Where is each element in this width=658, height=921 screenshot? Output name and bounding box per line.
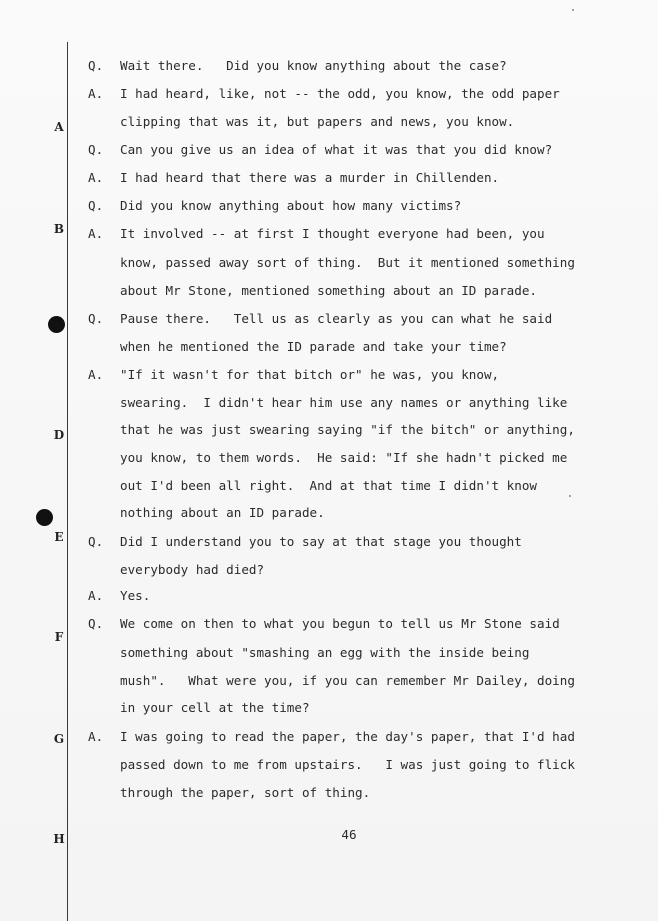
transcript-line (88, 448, 636, 468)
transcript-line (88, 140, 636, 160)
page-number: 46 (341, 827, 357, 842)
margin-rule (67, 42, 68, 921)
line-text: We come on then to what you begun to tell us Mr Stone said (120, 616, 560, 631)
speaker-label: A. (88, 729, 104, 744)
transcript-line (88, 614, 636, 634)
line-text: Pause there. Tell us as clearly as you can what he said (120, 311, 553, 326)
line-text: nothing about an ID parade. (120, 505, 325, 520)
speaker-label: A. (88, 86, 104, 101)
transcript-line (88, 560, 636, 580)
line-text: everybody had died? (120, 562, 265, 577)
transcript-line (88, 755, 636, 775)
speaker-label: Q. (88, 616, 104, 631)
speaker-label: A. (88, 226, 104, 241)
line-text: It involved -- at first I thought everyone had been, you (120, 226, 545, 241)
transcript-line (88, 224, 636, 244)
margin-letter: G (53, 732, 65, 746)
speaker-label: A. (88, 170, 104, 185)
line-text: mush". What were you, if you can remember Mr Dailey, doing (120, 673, 575, 688)
transcript-line (88, 671, 636, 691)
transcript-line (88, 698, 636, 718)
line-text: Can you give us an idea of what it was that you did know? (120, 142, 553, 157)
transcript-line (88, 586, 636, 606)
margin-letter: A (54, 120, 64, 134)
line-text: through the paper, sort of thing. (120, 785, 371, 800)
transcript-line (88, 783, 636, 803)
transcript-line (88, 56, 636, 76)
line-text: I had heard that there was a murder in Chillenden. (120, 170, 500, 185)
transcript-line (88, 112, 636, 132)
line-text: you know, to them words. He said: "If she hadn't picked me (120, 450, 568, 465)
transcript-line (88, 168, 636, 188)
line-text: out I'd been all right. And at that time I didn't know (120, 478, 538, 493)
line-text: about Mr Stone, mentioned something about an ID parade. (120, 283, 538, 298)
margin-letter: B (53, 222, 65, 236)
line-text: swearing. I didn't hear him use any names or anything like (120, 395, 568, 410)
punch-hole (36, 509, 53, 526)
transcript-line (88, 476, 636, 496)
margin-letter: E (54, 530, 64, 544)
line-text: something about "smashing an egg with the inside being (120, 645, 530, 660)
line-text: Did I understand you to say at that stage you thought (120, 534, 522, 549)
transcript-line (88, 337, 636, 357)
line-text: passed down to me from upstairs. I was just going to flick (120, 757, 575, 772)
margin-letter: F (54, 630, 64, 644)
transcript-line (88, 727, 636, 747)
transcript-line (88, 309, 636, 329)
margin-letter: H (53, 832, 65, 846)
line-text: Yes. (120, 588, 151, 603)
transcript-line (88, 365, 636, 385)
scan-speck (572, 9, 574, 11)
transcript-line (88, 532, 636, 552)
line-text: "If it wasn't for that bitch or" he was, you know, (120, 367, 500, 382)
line-text: know, passed away sort of thing. But it mentioned something (120, 255, 575, 270)
speaker-label: Q. (88, 58, 104, 73)
line-text: in your cell at the time? (120, 700, 310, 715)
line-text: when he mentioned the ID parade and take your time? (120, 339, 507, 354)
transcript-line (88, 253, 636, 273)
transcript-line (88, 503, 636, 523)
speaker-label: Q. (88, 142, 104, 157)
line-text: I had heard, like, not -- the odd, you know, the odd paper (120, 86, 560, 101)
line-text: Did you know anything about how many victims? (120, 198, 462, 213)
line-text: that he was just swearing saying "if the bitch" or anything, (120, 422, 575, 437)
transcript-line (88, 196, 636, 216)
transcript-line (88, 281, 636, 301)
line-text: Wait there. Did you know anything about the case? (120, 58, 507, 73)
transcript-line (88, 420, 636, 440)
speaker-label: A. (88, 367, 104, 382)
speaker-label: Q. (88, 311, 104, 326)
speaker-label: Q. (88, 198, 104, 213)
speaker-label: A. (88, 588, 104, 603)
transcript-line (88, 643, 636, 663)
line-text: clipping that was it, but papers and news, you know. (120, 114, 515, 129)
transcript-line (88, 84, 636, 104)
speaker-label: Q. (88, 534, 104, 549)
punch-hole (48, 316, 65, 333)
line-text: I was going to read the paper, the day's paper, that I'd had (120, 729, 575, 744)
margin-letter: D (53, 428, 65, 442)
transcript-line (88, 393, 636, 413)
